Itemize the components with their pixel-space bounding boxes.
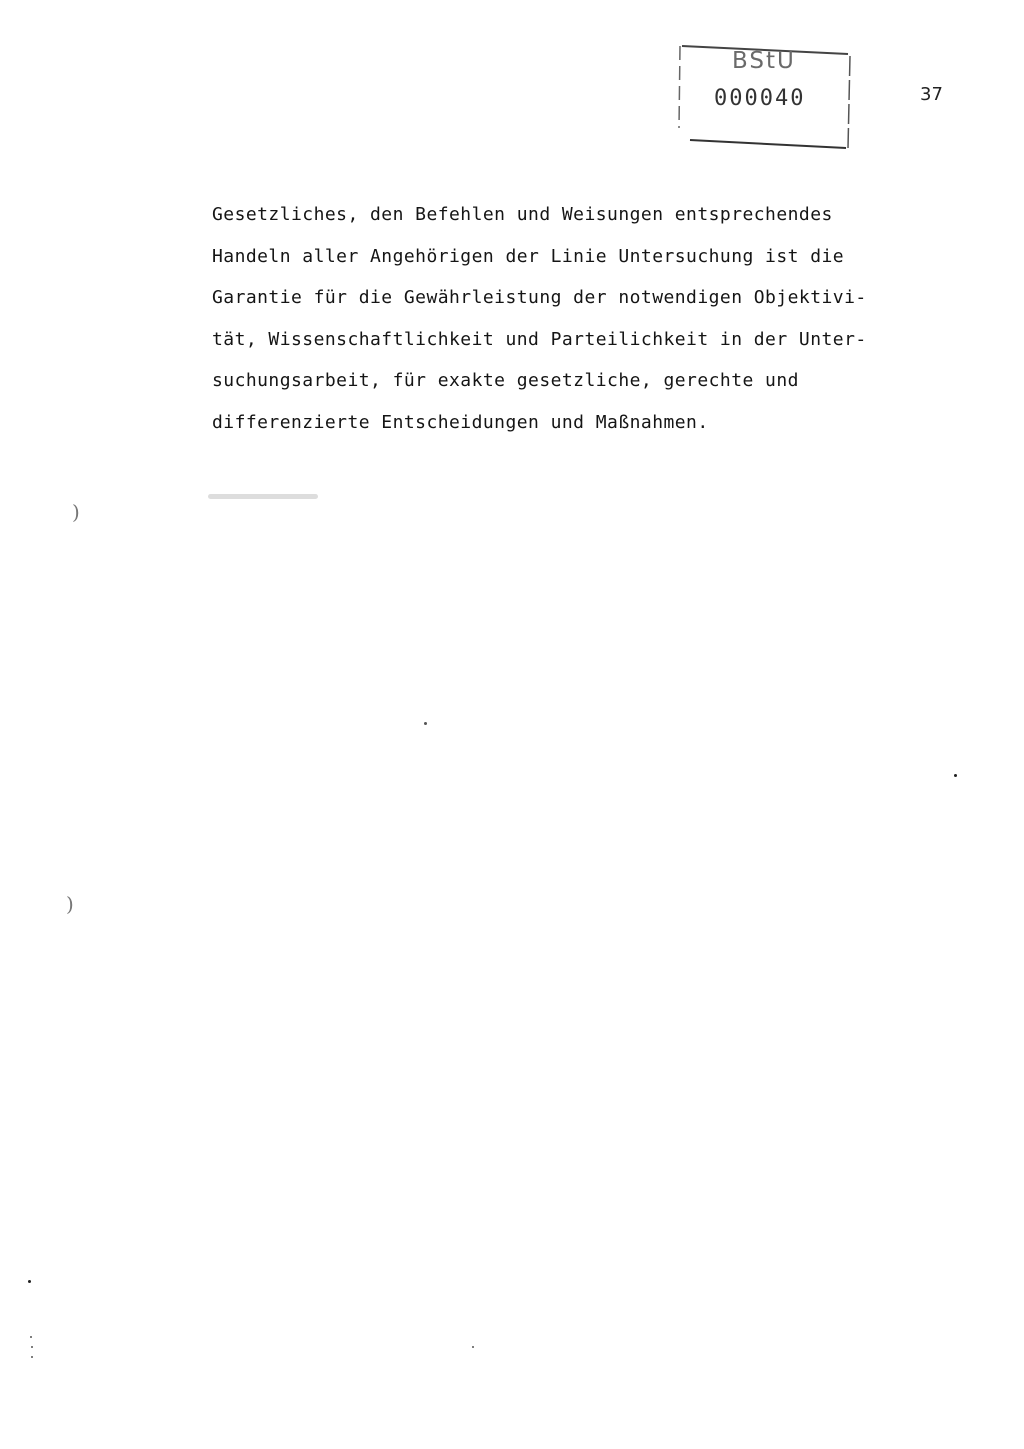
binder-mark: ) xyxy=(66,892,74,916)
binder-mark: ) xyxy=(72,500,80,524)
archive-stamp xyxy=(676,44,852,150)
body-line: suchungsarbeit, für exakte gesetzliche, gerechte und xyxy=(212,370,799,391)
stamp-code: BStU xyxy=(732,48,796,74)
body-paragraph xyxy=(212,194,952,443)
scan-speck xyxy=(31,1356,33,1358)
body-line: differenzierte Entscheidungen und Maßnahmen. xyxy=(212,411,709,433)
body-line: Garantie für die Gewährleistung der notwendigen Objektivi- xyxy=(212,287,867,308)
body-line: Gesetzliches, den Befehlen und Weisungen entsprechendes xyxy=(212,204,833,225)
scan-speck xyxy=(472,1346,474,1348)
stamp-number: 000040 xyxy=(714,86,806,111)
scan-speck xyxy=(28,1280,31,1283)
page-number: 37 xyxy=(920,84,943,105)
scan-speck xyxy=(31,1346,33,1348)
body-line: tät, Wissenschaftlichkeit und Parteilichkeit in der Unter- xyxy=(212,328,867,350)
scan-speck xyxy=(30,1336,32,1338)
body-line: Handeln aller Angehörigen der Linie Untersuchung ist die xyxy=(212,245,845,267)
scan-speck xyxy=(424,722,427,725)
scan-speck xyxy=(954,774,957,777)
scan-speck xyxy=(208,494,318,499)
